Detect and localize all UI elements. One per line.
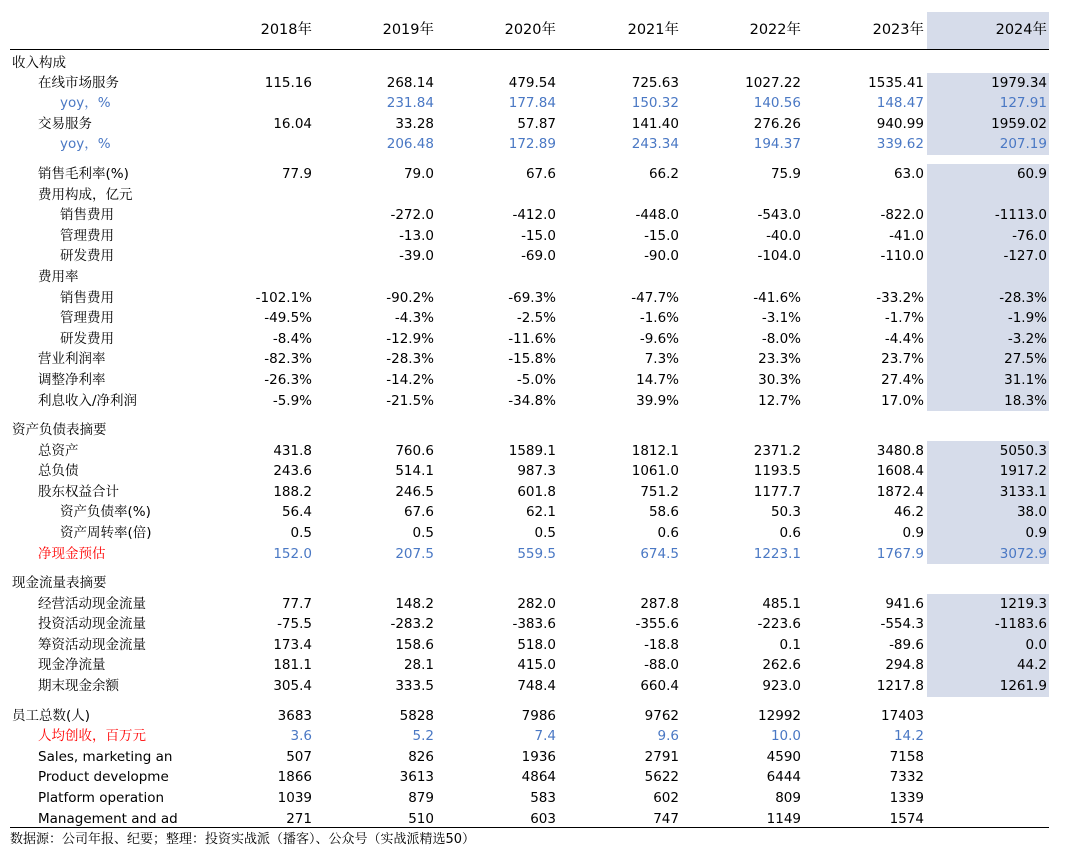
table-cell: 941.6: [885, 595, 924, 612]
row-label: 营业利润率: [38, 351, 106, 368]
table-cell: 660.4: [640, 678, 679, 694]
table-cell: -2.5%: [516, 310, 556, 327]
table-cell: 141.40: [631, 115, 679, 132]
row-label: 费用率: [38, 269, 79, 285]
year-header: 2021年: [627, 22, 679, 38]
table-cell: 339.62: [876, 136, 924, 153]
table-cell: -26.3%: [264, 372, 312, 388]
row-label: 资产负债表摘要: [12, 422, 107, 438]
table-cell: 207.19: [999, 136, 1047, 153]
row-label: Platform operation: [38, 789, 165, 806]
table-cell: 2791: [644, 748, 679, 765]
table-cell: 1193.5: [753, 463, 801, 480]
table-cell: 485.1: [762, 595, 801, 612]
table-cell: 23.7%: [881, 351, 924, 368]
table-cell: 1061.0: [631, 463, 679, 480]
table-cell: 67.6: [403, 504, 434, 521]
table-row: [10, 726, 1049, 747]
table-cell: -39.0: [399, 248, 434, 265]
table-cell: 246.5: [395, 483, 434, 500]
table-cell: 518.0: [517, 636, 556, 653]
table-cell: 826: [408, 748, 434, 765]
table-cell: 177.84: [508, 95, 556, 112]
table-cell: 7.4: [534, 728, 556, 745]
table-cell: 1767.9: [876, 545, 924, 562]
table-cell: 58.6: [648, 504, 679, 521]
table-cell: 1219.3: [999, 595, 1047, 612]
row-label: 股东权益合计: [38, 483, 119, 500]
table-cell: -8.0%: [761, 330, 801, 347]
row-label: 销售毛利率(%): [38, 166, 129, 182]
table-cell: 243.6: [273, 463, 312, 480]
table-row: [10, 288, 1049, 309]
table-cell: 30.3%: [758, 372, 801, 388]
table-cell: 751.2: [640, 483, 679, 500]
table-cell: 1027.22: [745, 74, 801, 91]
table-cell: -69.0: [521, 248, 556, 265]
table-cell: 16.04: [273, 115, 312, 132]
table-cell: -412.0: [512, 207, 556, 224]
row-label: 研发费用: [60, 330, 114, 347]
table-cell: -28.3%: [999, 289, 1047, 306]
table-cell: 77.7: [281, 595, 312, 612]
table-row: [10, 226, 1049, 247]
table-cell: 1872.4: [876, 483, 924, 500]
table-cell: 5050.3: [999, 442, 1047, 459]
table-cell: 7.3%: [644, 351, 679, 368]
table-row: [10, 205, 1049, 226]
table-cell: -15.0: [521, 227, 556, 244]
table-cell: 0.5: [412, 525, 434, 541]
table-row: [10, 461, 1049, 482]
table-cell: 44.2: [1016, 657, 1047, 674]
table-cell: 9.6: [657, 728, 679, 745]
table-cell: 207.5: [395, 545, 434, 562]
table-row: [10, 676, 1049, 697]
table-cell: 4864: [521, 769, 556, 786]
table-cell: -41.0: [889, 227, 924, 244]
table-cell: -88.0: [644, 657, 679, 674]
row-label: 利息收入/净利润: [38, 392, 138, 409]
table-cell: 0.6: [779, 525, 801, 541]
table-cell: 1339: [889, 789, 924, 806]
table-cell: 158.6: [395, 636, 434, 653]
row-label: 调整净利率: [38, 372, 106, 388]
row-label: Product developme: [38, 769, 169, 786]
table-cell: -34.8%: [508, 392, 556, 409]
table-cell: -1183.6: [994, 616, 1047, 633]
table-cell: -13.0: [399, 227, 434, 244]
table-cell: -1.9%: [1007, 310, 1047, 327]
table-cell: -40.0: [766, 227, 801, 244]
table-cell: -4.3%: [394, 310, 434, 327]
table-cell: -28.3%: [386, 351, 434, 368]
table-cell: -3.1%: [761, 310, 801, 327]
table-cell: 0.6: [657, 525, 679, 541]
table-cell: 231.84: [386, 95, 434, 112]
table-row: [10, 267, 1049, 288]
table-row: [10, 441, 1049, 462]
table-cell: 150.32: [631, 95, 679, 112]
table-cell: 243.34: [631, 136, 679, 153]
row-label: 费用构成，亿元: [38, 186, 133, 203]
table-cell: 1177.7: [753, 483, 801, 500]
table-cell: 987.3: [517, 463, 556, 480]
table-cell: 14.2: [893, 728, 924, 745]
table-cell: 7158: [889, 748, 924, 765]
table-row: [10, 747, 1049, 768]
year-header: 2019年: [382, 22, 434, 38]
table-cell: 305.4: [273, 678, 312, 694]
table-cell: 602: [653, 789, 679, 806]
table-cell: 1574: [889, 810, 924, 827]
table-cell: 282.0: [517, 595, 556, 612]
table-cell: -47.7%: [631, 289, 679, 306]
table-cell: -90.0: [644, 248, 679, 265]
table-cell: 17.0%: [881, 392, 924, 409]
table-cell: 0.5: [534, 525, 556, 541]
table-cell: 0.9: [902, 525, 924, 541]
table-cell: 0.5: [290, 525, 312, 541]
table-cell: 77.9: [281, 166, 312, 182]
table-cell: -110.0: [880, 248, 924, 265]
table-cell: 38.0: [1016, 504, 1047, 521]
table-cell: 7332: [889, 769, 924, 786]
table-cell: 4590: [766, 748, 801, 765]
table-cell: -5.0%: [516, 372, 556, 388]
table-cell: 60.9: [1016, 166, 1047, 182]
table-cell: -8.4%: [272, 330, 312, 347]
table-cell: 674.5: [640, 545, 679, 562]
table-cell: -1113.0: [994, 207, 1047, 224]
table-row: [10, 134, 1049, 155]
table-cell: 1979.34: [991, 74, 1047, 91]
table-cell: 415.0: [517, 657, 556, 674]
table-cell: 0.1: [779, 636, 801, 653]
table-cell: 67.6: [525, 166, 556, 182]
table-cell: -4.4%: [884, 330, 924, 347]
table-cell: 0.0: [1025, 636, 1047, 653]
table-cell: 747: [653, 810, 679, 827]
table-cell: 172.89: [508, 136, 556, 153]
table-cell: -127.0: [1003, 248, 1047, 265]
table-cell: -82.3%: [264, 351, 312, 368]
table-row: [10, 308, 1049, 329]
table-row: [10, 329, 1049, 350]
table-cell: 12992: [758, 707, 801, 724]
table-row: [10, 164, 1049, 185]
header-divider-line: [10, 49, 1049, 50]
table-row: [10, 573, 1049, 594]
table-cell: 12.7%: [758, 392, 801, 409]
table-cell: -15.8%: [508, 351, 556, 368]
table-cell: -448.0: [635, 207, 679, 224]
table-cell: -76.0: [1012, 227, 1047, 244]
table-cell: 75.9: [770, 166, 801, 182]
table-cell: 287.8: [640, 595, 679, 612]
table-row: [10, 370, 1049, 391]
table-cell: 1812.1: [631, 442, 679, 459]
table-cell: 559.5: [517, 545, 556, 562]
table-cell: 79.0: [403, 166, 434, 182]
table-cell: 5.2: [412, 728, 434, 745]
table-cell: 18.3%: [1004, 392, 1047, 409]
table-cell: 479.54: [508, 74, 556, 91]
row-label: 经营活动现金流量: [38, 595, 146, 612]
row-label: 现金流量表摘要: [12, 575, 107, 591]
table-row: [10, 544, 1049, 565]
table-cell: -272.0: [390, 207, 434, 224]
table-cell: 33.28: [395, 115, 434, 132]
table-cell: -12.9%: [386, 330, 434, 347]
row-label: 净现金预估: [38, 545, 106, 562]
row-label: 资产周转率(倍): [60, 525, 152, 541]
table-cell: 39.9%: [636, 392, 679, 409]
table-cell: 5622: [644, 769, 679, 786]
table-cell: -5.9%: [272, 392, 312, 409]
table-cell: 14.7%: [636, 372, 679, 388]
row-label: 研发费用: [60, 248, 114, 265]
table-cell: 1149: [766, 810, 801, 827]
table-cell: 66.2: [648, 166, 679, 182]
table-cell: 1535.41: [868, 74, 924, 91]
table-row: [10, 420, 1049, 441]
table-cell: 271: [286, 810, 312, 827]
table-row: [10, 706, 1049, 727]
table-cell: 1589.1: [508, 442, 556, 459]
table-cell: 276.26: [753, 115, 801, 132]
year-header: 2024年: [995, 22, 1047, 38]
table-cell: 17403: [881, 707, 924, 724]
table-cell: 5828: [399, 707, 434, 724]
table-row: [10, 809, 1049, 830]
table-cell: 923.0: [762, 678, 801, 694]
table-cell: -14.2%: [386, 372, 434, 388]
table-cell: 1039: [277, 789, 312, 806]
table-cell: 46.2: [893, 504, 924, 521]
table-cell: -1.6%: [639, 310, 679, 327]
table-cell: 725.63: [631, 74, 679, 91]
table-row: [10, 185, 1049, 206]
table-row: [10, 614, 1049, 635]
table-row: [10, 73, 1049, 94]
table-cell: 148.2: [395, 595, 434, 612]
row-label: 管理费用: [60, 227, 114, 244]
row-label: 资产负债率(%): [60, 504, 151, 521]
table-cell: 3.6: [290, 728, 312, 745]
table-cell: -21.5%: [386, 392, 434, 409]
row-label: Management and ad: [38, 810, 178, 827]
table-cell: 940.99: [876, 115, 924, 132]
table-cell: -75.5: [277, 616, 312, 633]
table-cell: 1866: [277, 769, 312, 786]
row-label: 期末现金余额: [38, 678, 119, 694]
year-header: 2020年: [504, 22, 556, 38]
row-label: 现金净流量: [38, 657, 106, 674]
table-cell: 294.8: [885, 657, 924, 674]
table-row: [10, 502, 1049, 523]
table-cell: 507: [286, 748, 312, 765]
table-cell: 57.87: [517, 115, 556, 132]
row-label: 总资产: [38, 442, 79, 459]
table-cell: 3613: [399, 769, 434, 786]
row-label: 销售费用: [60, 289, 114, 306]
table-cell: 63.0: [893, 166, 924, 182]
table-cell: 188.2: [273, 483, 312, 500]
year-header: 2023年: [872, 22, 924, 38]
table-cell: -90.2%: [386, 289, 434, 306]
table-row: [10, 53, 1049, 74]
table-row: [10, 349, 1049, 370]
year-header: 2018年: [260, 22, 312, 38]
row-label: yoy，%: [60, 136, 111, 153]
row-label: Sales, marketing an: [38, 748, 173, 765]
table-cell: 3072.9: [999, 545, 1047, 562]
table-row: [10, 114, 1049, 135]
table-cell: -41.6%: [753, 289, 801, 306]
table-cell: 115.16: [264, 74, 312, 91]
row-label: 投资活动现金流量: [38, 616, 146, 633]
table-cell: 3480.8: [876, 442, 924, 459]
row-label: 销售费用: [60, 207, 114, 224]
table-cell: 62.1: [525, 504, 556, 521]
table-row: [10, 767, 1049, 788]
table-cell: 181.1: [273, 657, 312, 674]
table-cell: 1608.4: [876, 463, 924, 480]
table-cell: 0.9: [1025, 525, 1047, 541]
table-row: [10, 635, 1049, 656]
table-cell: -49.5%: [264, 310, 312, 327]
table-cell: 148.47: [876, 95, 924, 112]
row-label: 总负债: [38, 463, 79, 480]
table-cell: 3133.1: [999, 483, 1047, 500]
row-label: 交易服务: [38, 115, 92, 132]
table-cell: -554.3: [880, 616, 924, 633]
table-cell: -104.0: [757, 248, 801, 265]
table-cell: 1261.9: [999, 678, 1047, 694]
table-row: [10, 655, 1049, 676]
table-cell: 1223.1: [753, 545, 801, 562]
table-cell: 514.1: [395, 463, 434, 480]
table-cell: 748.4: [517, 678, 556, 694]
table-cell: 333.5: [395, 678, 434, 694]
table-cell: -9.6%: [639, 330, 679, 347]
table-cell: 510: [408, 810, 434, 827]
table-cell: 27.5%: [1004, 351, 1047, 368]
table-cell: 1217.8: [876, 678, 924, 694]
table-cell: -383.6: [512, 616, 556, 633]
table-cell: 31.1%: [1004, 372, 1047, 388]
table-cell: -543.0: [757, 207, 801, 224]
table-cell: 603: [530, 810, 556, 827]
table-cell: 268.14: [386, 74, 434, 91]
table-cell: 262.6: [762, 657, 801, 674]
table-cell: 127.91: [999, 95, 1047, 112]
table-cell: 3683: [277, 707, 312, 724]
row-label: yoy，%: [60, 95, 111, 112]
table-cell: 1917.2: [999, 463, 1047, 480]
table-cell: -89.6: [889, 636, 924, 653]
table-cell: 206.48: [386, 136, 434, 153]
table-cell: 173.4: [273, 636, 312, 653]
table-cell: 27.4%: [881, 372, 924, 388]
table-cell: 10.0: [770, 728, 801, 745]
table-cell: 431.8: [273, 442, 312, 459]
row-label: 筹资活动现金流量: [38, 636, 146, 653]
table-cell: -33.2%: [876, 289, 924, 306]
table-row: [10, 788, 1049, 809]
table-cell: -69.3%: [508, 289, 556, 306]
table-cell: 2371.2: [753, 442, 801, 459]
table-cell: -15.0: [644, 227, 679, 244]
table-row: [10, 523, 1049, 544]
table-cell: 23.3%: [758, 351, 801, 368]
table-cell: 760.6: [395, 442, 434, 459]
row-label: 人均创收，百万元: [38, 728, 146, 745]
row-label: 员工总数(人): [12, 707, 91, 724]
table-cell: 152.0: [273, 545, 312, 562]
table-cell: 583: [530, 789, 556, 806]
table-row: [10, 246, 1049, 267]
table-cell: -11.6%: [508, 330, 556, 347]
table-cell: 50.3: [770, 504, 801, 521]
table-cell: 140.56: [753, 95, 801, 112]
table-cell: 1959.02: [991, 115, 1047, 132]
table-cell: -3.2%: [1007, 330, 1047, 347]
table-cell: 879: [408, 789, 434, 806]
table-cell: 6444: [766, 769, 801, 786]
row-label: 在线市场服务: [38, 74, 119, 91]
table-row: [10, 391, 1049, 412]
table-row: [10, 482, 1049, 503]
source-note: 数据源：公司年报、纪要；整理：投资实战派（播客）、公众号（实战派精选50）: [10, 832, 476, 847]
row-label: 管理费用: [60, 310, 114, 327]
table-cell: 56.4: [281, 504, 312, 521]
table-cell: -18.8: [644, 636, 679, 653]
table-cell: 7986: [521, 707, 556, 724]
year-header: 2022年: [749, 22, 801, 38]
table-row: [10, 93, 1049, 114]
table-cell: -822.0: [880, 207, 924, 224]
table-cell: 194.37: [753, 136, 801, 153]
table-cell: -355.6: [635, 616, 679, 633]
table-cell: 1936: [521, 748, 556, 765]
table-cell: 809: [775, 789, 801, 806]
table-cell: 9762: [644, 707, 679, 724]
table-row: [10, 594, 1049, 615]
table-cell: 28.1: [403, 657, 434, 674]
row-label: 收入构成: [12, 55, 66, 71]
table-cell: -102.1%: [255, 289, 312, 306]
table-cell: -223.6: [757, 616, 801, 633]
table-cell: -283.2: [390, 616, 434, 633]
table-cell: -1.7%: [884, 310, 924, 327]
table-cell: 601.8: [517, 483, 556, 500]
